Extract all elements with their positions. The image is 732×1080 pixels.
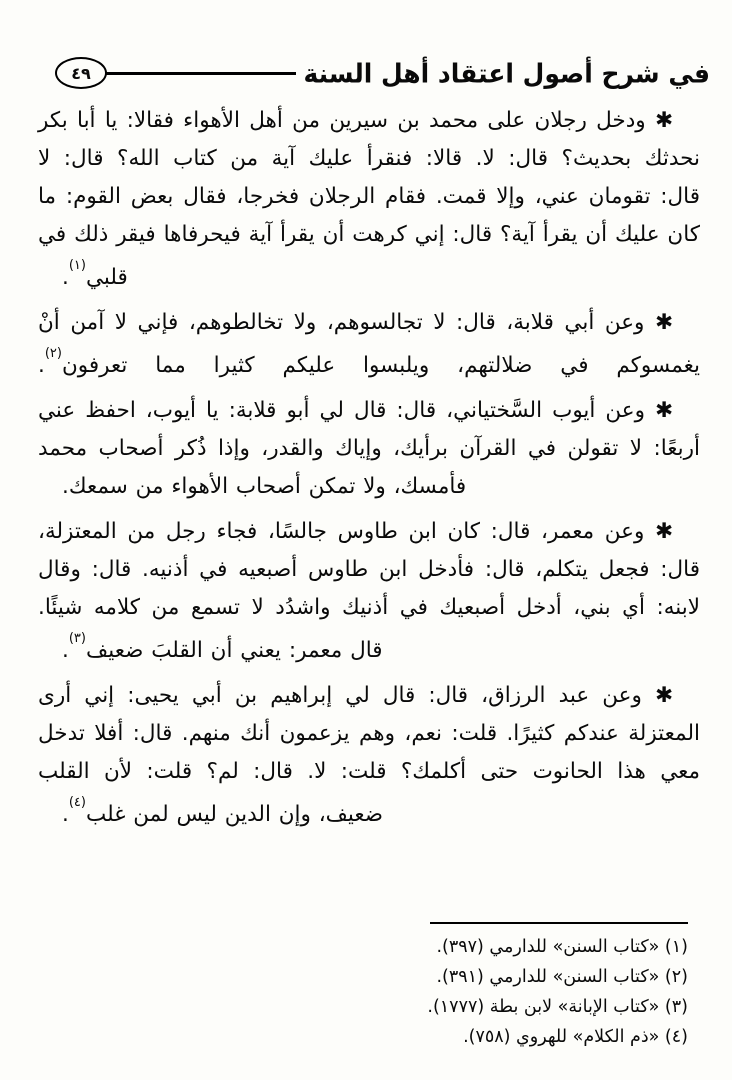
text-line: معي هذا الحانوت حتى أكلمك؟ قلت: لا. قال: لم؟ قلت: لأن القلب (38, 759, 700, 785)
text-line: كان عليك أن يقرأ آية؟ قال: إني كرهت أن يقرأ آية فيحرفاها فيقر ذلك في (38, 222, 700, 247)
book-title: في شرح أصول اعتقاد أهل السنة (303, 57, 710, 89)
footnote-item: (٤) «ذم الكلام» للهروي (٧٥٨). (463, 1027, 688, 1047)
page-header (0, 50, 732, 96)
text-line: قال: فجعل يتكلم، قال: فأدخل ابن طاوس أصبعيه في أذنيه. قال: وقال (38, 557, 700, 583)
paragraph (38, 102, 700, 297)
text-line: يغمسوكم في ضلالتهم، ويلبسوا عليكم كثيرا مما تعرفون$^{(٢)}$. (38, 346, 700, 379)
text-line: قلبي$^{(١)}$. (62, 258, 128, 291)
text-line: لابنه: أي بني، أدخل أصبعيك في أذنيك واشدُد لا تسمع من كلامه شيئًا. (38, 595, 700, 621)
footnotes (427, 922, 688, 1053)
footnote-item: (١) «كتاب السنن» للدارمي (٣٩٧). (436, 937, 688, 957)
text-line: ✱ ودخل رجلان على محمد بن سيرين من أهل الأهواء فقالا: يا أبا بكر (38, 108, 673, 133)
text-line: نحدثك بحديث؟ قال: لا. قالا: فنقرأ عليك آية من كتاب الله؟ قال: لا (38, 146, 700, 171)
footnote-item: (٢) «كتاب السنن» للدارمي (٣٩١). (436, 967, 688, 987)
text-line: فأمسك، ولا تمكن أصحاب الأهواء من سمعك. (62, 474, 467, 500)
paragraph (38, 304, 700, 385)
paragraph (38, 513, 700, 670)
text-line: ✱ وعن أيوب السَّختياني، قال: قال لي أبو قلابة: يا أيوب، احفظ عني (38, 398, 673, 424)
footnote-separator (430, 922, 688, 925)
text-line: قال: تقومان عني، وإلا قمت. فقام الرجلان فخرجا، فقال بعض القوم: ما (38, 184, 700, 209)
text-line: ✱ وعن أبي قلابة، قال: لا تجالسوهم، ولا تخالطوهم، فإني لا آمن أنْ (38, 310, 673, 336)
page-number: ٤٩ (71, 63, 91, 83)
body-text (0, 102, 732, 835)
text-line: ✱ وعن عبد الرزاق، قال: قال لي إبراهيم بن أبي يحيى: إني أرى (38, 683, 673, 709)
text-line: ضعيف، وإن الدين ليس لمن غلب$^{(٤)}$. (62, 795, 384, 828)
text-line: أربعًا: لا تقولن في القرآن برأيك، وإياك والقدر، وإذا ذُكر أصحاب محمد (38, 436, 700, 462)
text-line: قال معمر: يعني أن القلبَ ضعيف$^{(٣)}$. (62, 631, 383, 664)
text-line: ✱ وعن معمر، قال: كان ابن طاوس جالسًا، فجاء رجل من المعتزلة، (38, 519, 673, 545)
page-number-oval (55, 57, 107, 89)
header-rule (106, 72, 296, 75)
paragraph (38, 677, 700, 834)
paragraph (38, 392, 700, 506)
footnote-item: (٣) «كتاب الإبانة» لابن بطة (١٧٧٧). (427, 997, 688, 1017)
text-line: المعتزلة عندكم كثيرًا. قلت: نعم، وهم يزعمون أنك منهم. قال: أفلا تدخل (38, 721, 700, 747)
